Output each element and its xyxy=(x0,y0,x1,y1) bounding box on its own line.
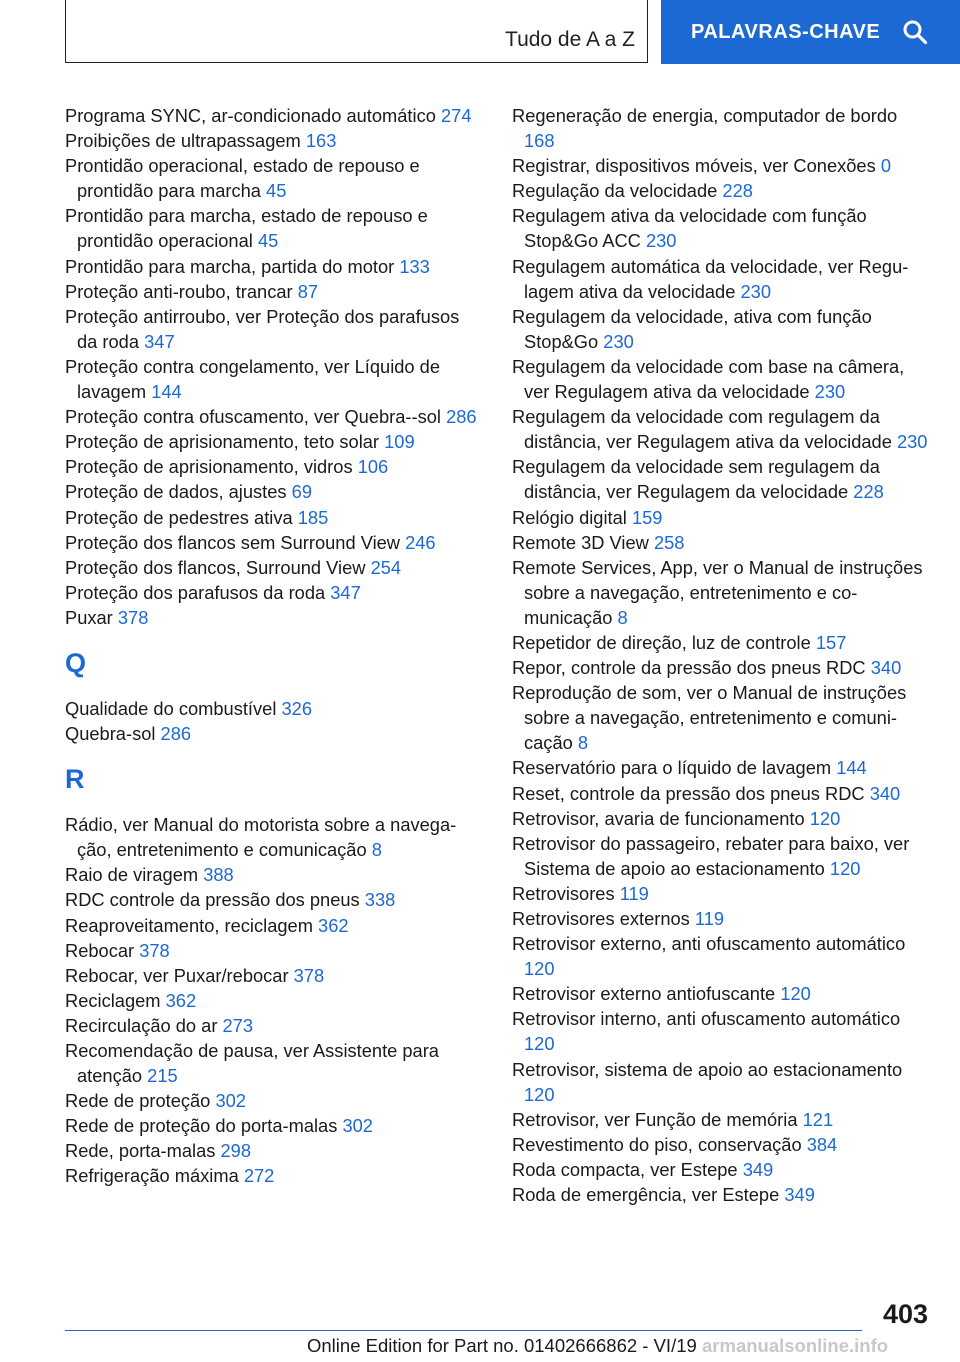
page-link[interactable]: 362 xyxy=(165,989,197,1011)
entry-text: Retrovisores externos xyxy=(512,908,690,929)
entry-text: Remote 3D View xyxy=(512,531,649,553)
index-entry xyxy=(512,1107,932,1132)
index-entry xyxy=(65,304,480,354)
page-link[interactable]: 120 xyxy=(780,983,811,1005)
entry-text: Proteção dos flancos sem Surround View xyxy=(65,531,400,553)
entry-text: Prontidão operacional, estado de repouso e prontidão para marcha xyxy=(65,155,420,202)
index-entry xyxy=(65,580,480,605)
entry-text: Registrar, dispositivos móveis, ver Conexões xyxy=(512,155,876,177)
index-entry xyxy=(65,988,480,1013)
entry-text: Relógio digital xyxy=(512,506,627,528)
page-link[interactable]: 185 xyxy=(297,506,329,528)
entry-text: Repor, controle da pressão dos pneus RDC xyxy=(512,657,866,679)
page-link[interactable]: 338 xyxy=(364,889,396,911)
page-link[interactable]: 274 xyxy=(440,105,472,126)
index-entry xyxy=(65,1163,480,1188)
entry-text: Refrigeração máxima xyxy=(65,1165,239,1187)
entry-text: RDC controle da pressão dos pneus xyxy=(65,889,360,911)
page-link[interactable]: 133 xyxy=(399,255,430,277)
entry-text: Regulagem automática da velocidade, ver Regulagem ativa da velocidade xyxy=(512,255,909,302)
entry-text: Retrovisor, ver Função de memória xyxy=(512,1108,798,1130)
entry-text: Prontidão para marcha, estado de repouso e prontidão operacional xyxy=(65,205,428,252)
page-link[interactable]: 159 xyxy=(631,506,663,528)
entry-text: Reservatório para o líquido de lavagem xyxy=(512,757,832,779)
page-link[interactable]: 228 xyxy=(853,481,884,503)
index-entry xyxy=(512,906,932,931)
entry-text: Proteção de aprisionamento, vidros xyxy=(65,456,353,478)
entry-text: Proteção antirroubo, ver Proteção dos parafusos da roda xyxy=(65,305,460,352)
index-entry xyxy=(65,530,480,555)
section-letter: R xyxy=(65,764,85,795)
page-link[interactable]: 349 xyxy=(742,1158,774,1180)
page-link[interactable]: 230 xyxy=(645,230,677,252)
page-link[interactable]: 0 xyxy=(880,155,892,177)
page-link[interactable]: 349 xyxy=(784,1184,815,1206)
index-entry xyxy=(65,103,480,128)
search-icon xyxy=(902,19,928,45)
entry-text: Qualidade do combustível xyxy=(65,697,277,719)
index-entry xyxy=(65,1038,480,1088)
entry-text: Proteção dos parafusos da roda xyxy=(65,581,326,603)
page-link[interactable]: 258 xyxy=(653,531,685,553)
entry-text: Proteção de pedestres ativa xyxy=(65,506,293,528)
page-link[interactable]: 273 xyxy=(222,1014,254,1036)
entry-text: Rebocar, ver Puxar/rebocar xyxy=(65,964,289,986)
index-entry xyxy=(512,806,932,831)
index-entry xyxy=(65,555,480,580)
page-link[interactable]: 378 xyxy=(117,606,149,628)
index-entry xyxy=(65,696,480,721)
entry-text: Recirculação do ar xyxy=(65,1014,218,1036)
page-link[interactable]: 45 xyxy=(257,230,279,252)
entry-text: Regulagem ativa da velocidade com função Stop&Go ACC xyxy=(512,205,867,252)
page-link[interactable]: 120 xyxy=(809,807,841,829)
entry-text: Revestimento do piso, conservação xyxy=(512,1133,802,1155)
entry-text: Repetidor de direção, luz de controle xyxy=(512,631,811,653)
index-entry xyxy=(512,1182,932,1207)
entry-text: Reset, controle da pressão dos pneus RDC xyxy=(512,782,865,804)
entry-text: Retrovisor do passageiro, rebater para baixo, ver Sistema de apoio ao estacionamento xyxy=(512,832,910,879)
page-link[interactable]: 45 xyxy=(266,180,287,202)
index-entry xyxy=(512,755,932,780)
index-entry xyxy=(512,354,932,404)
index-entry xyxy=(512,178,932,203)
entry-text: Rede, porta-malas xyxy=(65,1140,216,1162)
page-link[interactable]: 119 xyxy=(694,908,725,929)
index-entry xyxy=(512,404,932,454)
page-link[interactable]: 230 xyxy=(814,381,846,403)
entry-text: Programa SYNC, ar-condicionado automático xyxy=(65,105,436,126)
entry-text: Proteção anti-roubo, trancar xyxy=(65,280,293,302)
page-link[interactable]: 286 xyxy=(446,406,477,428)
entry-text: Retrovisor externo antiofuscante xyxy=(512,983,776,1005)
entry-text: Reaproveitamento, reciclagem xyxy=(65,914,313,936)
page-link[interactable]: 340 xyxy=(870,657,902,679)
entry-text: Roda compacta, ver Estepe xyxy=(512,1158,738,1180)
index-entry xyxy=(512,555,932,630)
entry-text: Roda de emergência, ver Estepe xyxy=(512,1184,780,1206)
entry-text: Proteção de dados, ajustes xyxy=(65,481,287,503)
index-entry xyxy=(512,881,932,906)
page-link[interactable]: 326 xyxy=(281,697,312,719)
entry-text: Retrovisor, sistema de apoio ao estacionamento xyxy=(512,1058,903,1080)
page-link[interactable]: 230 xyxy=(740,280,771,302)
index-entry xyxy=(65,1113,480,1138)
index-entry xyxy=(65,429,480,454)
index-entry xyxy=(65,721,480,746)
index-entry xyxy=(512,254,932,304)
page-link[interactable]: 8 xyxy=(617,606,628,628)
entry-text: Quebra-sol xyxy=(65,723,156,745)
page-link[interactable]: 230 xyxy=(896,431,928,453)
index-entry xyxy=(65,963,480,988)
page-link[interactable]: 272 xyxy=(243,1165,275,1187)
entry-text: Proteção de aprisionamento, teto solar xyxy=(65,431,380,453)
page-link[interactable]: 384 xyxy=(806,1133,838,1155)
index-entry xyxy=(512,831,932,881)
index-entry xyxy=(65,479,480,504)
index-entry xyxy=(65,812,480,862)
page-link[interactable]: 340 xyxy=(869,782,901,804)
entry-text: Reciclagem xyxy=(65,989,161,1011)
edition-text: Online Edition for Part no. 01402666862 - VI/19 xyxy=(307,1335,697,1356)
entry-text: Retrovisor interno, anti ofuscamento automático xyxy=(512,1008,901,1030)
index-entry xyxy=(512,103,932,153)
page-link[interactable]: 246 xyxy=(405,531,436,553)
index-entry xyxy=(65,454,480,479)
index-column-right xyxy=(512,103,932,1207)
index-entry xyxy=(65,1088,480,1113)
footer-divider xyxy=(65,1330,862,1331)
index-entry xyxy=(512,203,932,253)
page-link[interactable]: 157 xyxy=(815,631,847,653)
entry-text: Proteção dos flancos, Surround View xyxy=(65,556,366,578)
page-link[interactable]: 163 xyxy=(305,130,337,152)
page-link[interactable]: 347 xyxy=(330,581,361,603)
entry-text: Rede de proteção do porta-malas xyxy=(65,1115,338,1137)
page-number: 403 xyxy=(882,1299,928,1329)
entry-text: Regeneração de energia, computador de bordo xyxy=(512,105,898,126)
entry-text: Regulagem da velocidade, ativa com função Stop&Go xyxy=(512,305,872,352)
page-link[interactable]: 168 xyxy=(524,130,555,152)
page-link[interactable]: 215 xyxy=(147,1065,178,1087)
entry-text: Rádio, ver Manual do motorista sobre a navegação, entretenimento e comunicação xyxy=(65,814,457,861)
entry-text: Regulagem da velocidade com regulagem da distância, ver Regulagem ativa da velocidade xyxy=(512,406,892,453)
page-link[interactable]: 120 xyxy=(524,958,555,980)
index-column-left xyxy=(65,103,480,1189)
index-entry xyxy=(512,1006,932,1056)
page-link[interactable]: 144 xyxy=(151,381,182,403)
page-link[interactable]: 378 xyxy=(293,964,325,986)
page-link[interactable]: 362 xyxy=(318,914,349,936)
index-entry xyxy=(512,505,932,530)
index-entry xyxy=(65,505,480,530)
index-entry xyxy=(65,913,480,938)
entry-text: Regulagem da velocidade sem regulagem da distância, ver Regulagem da velocidade xyxy=(512,456,880,503)
index-entry xyxy=(65,1138,480,1163)
index-entry xyxy=(65,203,480,253)
entry-text: Regulagem da velocidade com base na câmera, ver Regulagem ativa da velocidade xyxy=(512,355,905,403)
page-link[interactable]: 69 xyxy=(291,481,312,503)
index-entry xyxy=(65,1013,480,1038)
index-entry xyxy=(65,279,480,304)
entry-text: Puxar xyxy=(65,606,113,628)
entry-text: Rede de proteção xyxy=(65,1090,211,1112)
page-link[interactable]: 106 xyxy=(357,456,389,478)
entry-text: Recomendação de pausa, ver Assistente para atenção xyxy=(65,1040,439,1087)
page-link[interactable]: 120 xyxy=(524,1083,555,1105)
entry-text: Prontidão para marcha, partida do motor xyxy=(65,255,395,277)
entry-text: Regulação da velocidade xyxy=(512,180,718,202)
entry-text: Proteção contra ofuscamento, ver Quebra--sol xyxy=(65,406,441,428)
index-entry xyxy=(512,931,932,981)
index-entry xyxy=(65,153,480,203)
index-entry xyxy=(65,254,480,279)
index-entry xyxy=(512,304,932,354)
page-link[interactable]: 119 xyxy=(619,882,649,904)
index-entry xyxy=(512,530,932,555)
page-link[interactable]: 120 xyxy=(524,1033,555,1055)
index-entry xyxy=(512,781,932,806)
page-link[interactable]: 8 xyxy=(577,732,589,754)
entry-text: Proibições de ultrapassagem xyxy=(65,130,301,152)
index-entry xyxy=(65,938,480,963)
index-entry xyxy=(65,354,480,404)
entry-text: Retrovisores xyxy=(512,882,615,904)
page-link[interactable]: 298 xyxy=(220,1140,251,1162)
index-entry xyxy=(512,454,932,504)
page-link[interactable]: 8 xyxy=(371,839,382,861)
keywords-label: PALAVRAS-CHAVE xyxy=(691,20,881,43)
page-link[interactable]: 302 xyxy=(215,1090,246,1112)
page-link[interactable]: 388 xyxy=(203,864,234,886)
watermark: armanualsonline.info xyxy=(702,1335,889,1356)
entry-text: Rebocar xyxy=(65,939,135,961)
page-link[interactable]: 254 xyxy=(370,556,402,578)
index-entry xyxy=(512,630,932,655)
page-link[interactable]: 121 xyxy=(802,1108,834,1130)
index-entry xyxy=(512,153,932,178)
entry-text: Reprodução de som, ver o Manual de instruções sobre a navegação, entretenimento e comunicação xyxy=(512,682,907,754)
index-entry xyxy=(65,404,480,429)
page-link[interactable]: 87 xyxy=(297,280,319,302)
index-entry xyxy=(512,981,932,1006)
page-link[interactable]: 109 xyxy=(384,431,415,453)
entry-text: Raio de viragem xyxy=(65,864,199,886)
index-entry xyxy=(512,1057,932,1107)
entry-text: Remote Services, App, ver o Manual de instruções sobre a navegação, entretenimento e comunicação xyxy=(512,556,923,628)
page-link[interactable]: 378 xyxy=(139,939,170,961)
page-link[interactable]: 120 xyxy=(829,857,861,879)
index-entry xyxy=(512,680,932,755)
index-entry xyxy=(65,605,480,630)
entry-text: Proteção contra congelamento, ver Líquido de lavagem xyxy=(65,355,441,403)
page-link[interactable]: 228 xyxy=(722,180,753,202)
page-link[interactable]: 347 xyxy=(144,330,175,352)
section-letter: Q xyxy=(65,647,87,678)
page-link[interactable]: 302 xyxy=(342,1115,373,1137)
header-title: Tudo de A a Z xyxy=(505,28,635,51)
header-tab xyxy=(65,0,648,63)
entry-text: Retrovisor, avaria de funcionamento xyxy=(512,807,805,829)
page-link[interactable]: 144 xyxy=(836,757,867,779)
page-link[interactable]: 286 xyxy=(160,723,192,745)
index-entry xyxy=(512,1132,932,1157)
page-link[interactable]: 230 xyxy=(603,330,634,352)
keywords-button[interactable] xyxy=(661,0,960,64)
index-entry xyxy=(512,1157,932,1182)
index-entry xyxy=(65,862,480,887)
index-entry xyxy=(65,887,480,912)
index-entry xyxy=(512,655,932,680)
entry-text: Retrovisor externo, anti ofuscamento automático xyxy=(512,933,906,955)
index-entry xyxy=(65,128,480,153)
